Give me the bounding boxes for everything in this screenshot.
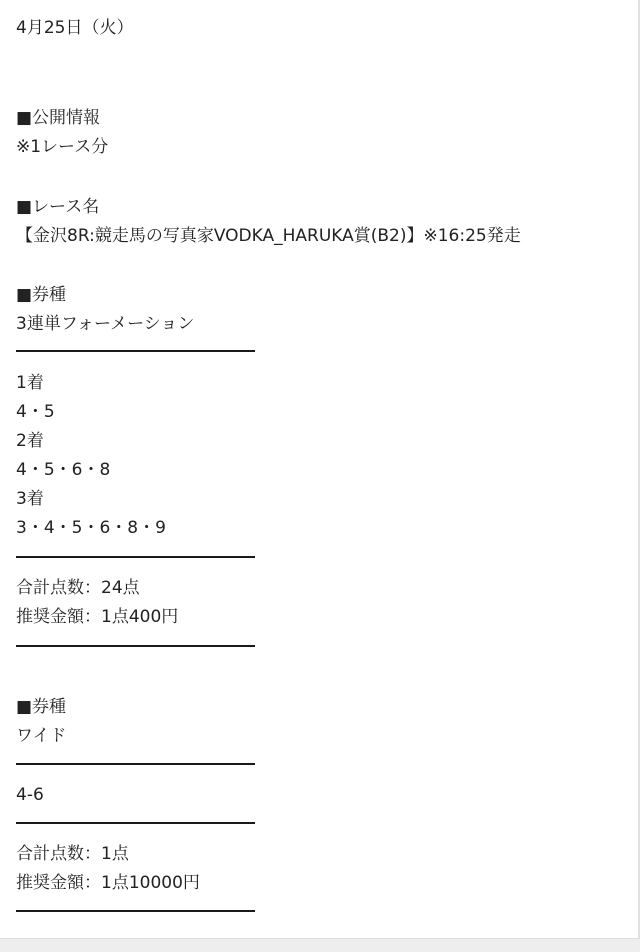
divider [16,910,255,912]
divider [16,350,255,352]
second-place-values: 4・5・6・8 [16,460,111,480]
public-info-note: ※1レース分 [16,137,109,157]
first-place-label: 1着 [16,373,44,393]
ticket1-heading: ■券種 [16,285,67,305]
date-text: 4月25日（火） [16,18,134,38]
race-name-heading: ■レース名 [16,197,100,217]
page-bottom-edge [0,938,640,952]
ticket2-total-points: 合計点数：1点 [16,844,129,864]
third-place-label: 3着 [16,489,44,509]
public-info-heading: ■公開情報 [16,108,101,128]
third-place-values: 3・4・5・6・8・9 [16,518,166,538]
divider [16,645,255,647]
ticket2-recommended-amount: 推奨金額：1点10000円 [16,873,200,893]
ticket2-combination: 4-6 [16,785,44,805]
ticket2-heading: ■券種 [16,697,67,717]
second-place-label: 2着 [16,431,44,451]
ticket1-recommended-amount: 推奨金額：1点400円 [16,607,179,627]
ticket1-type: 3連単フォーメーション [16,314,195,334]
ticket2-type: ワイド [16,726,67,746]
first-place-values: 4・5 [16,402,55,422]
ticket1-total-points: 合計点数：24点 [16,578,140,598]
divider [16,556,255,558]
divider [16,822,255,824]
race-name-text: 【金沢8R:競走馬の写真家VODKA_HARUKA賞(B2)】※16:25発走 [16,226,521,246]
divider [16,763,255,765]
